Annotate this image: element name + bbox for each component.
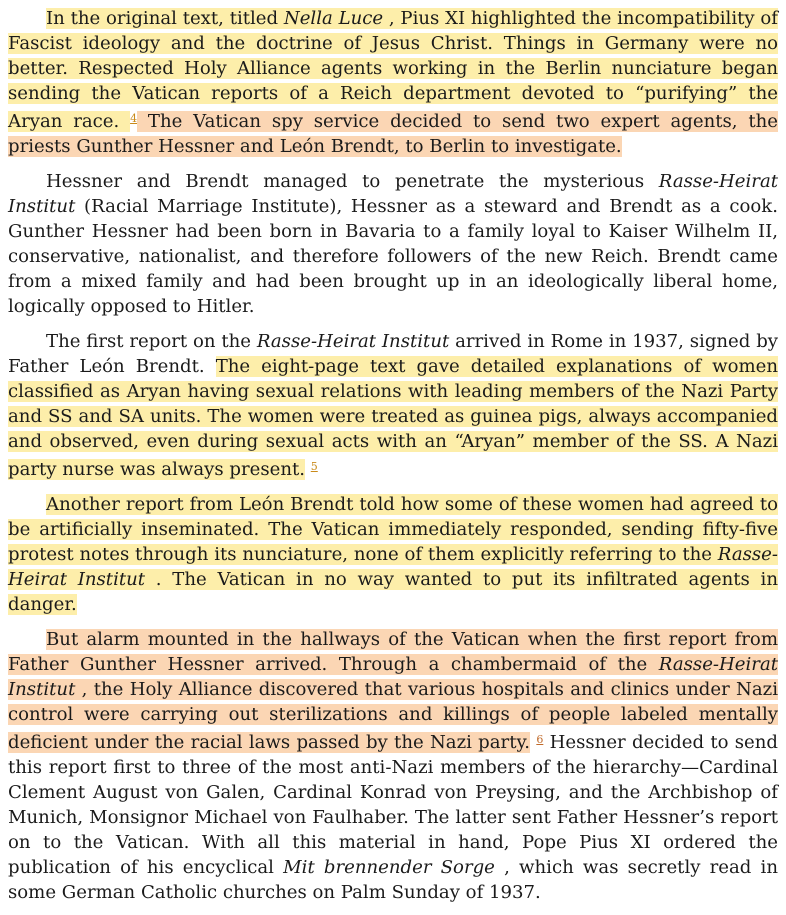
paragraph-3	[8, 329, 778, 482]
italic-institute: Rasse-Heirat Institut	[8, 544, 778, 590]
text-span: (Racial Marriage Institute), Hessner as a steward and Brendt as a cook. Gunther Hessner had been born in Bavaria to a family loyal to Kaiser Wilhelm II, conservative, nationalist, and therefore followers of the new Reich. Brendt came from a mixed family and had been brought up in an ideologically liberal home, logically opposed to Hitler.	[8, 196, 778, 317]
italic-institute: Rasse-Heirat Institut	[8, 171, 778, 217]
paragraph-4	[8, 492, 778, 617]
italic-institute: Rasse-Heirat Institut	[256, 331, 450, 352]
text-span: The eight-page text gave detailed explanations of women classified as Aryan having sexual relations with leading members of the Nazi Party and SS and SA units. The women were treated as guinea pigs, always accompanied and observed, even during sexual acts with an “Aryan” member of the SS. A Nazi party nurse was always present.	[8, 356, 778, 480]
italic-encyclical: Mit brennender Sorge	[283, 857, 495, 878]
text-span: The first report on the	[46, 331, 257, 352]
paragraph-2	[8, 169, 778, 319]
footnote-link-4[interactable]: 4	[130, 112, 138, 125]
italic-institute: Rasse-Heirat Institut	[8, 654, 778, 700]
text-span: But alarm mounted in the hallways of the Vatican when the first report from Father Gunther Hessner arrived. Through a chambermaid of the	[8, 629, 778, 675]
paragraph-1	[8, 6, 778, 159]
text-span: Another report from León Brendt told how some of these women had agreed to be artificially inseminated. The Vatican immediately responded, sending fifty-five protest notes through its nunciature, none of them explicitly referring to the	[8, 494, 778, 565]
highlight-yellow[interactable]	[8, 494, 778, 615]
text-span: , the Holy Alliance discovered that various hospitals and clinics under Nazi control were carrying out sterilizations and killings of people labeled mentally deficient under the racial laws passed by the Nazi party.	[8, 679, 778, 753]
text-span: arrived in Rome in 1937, signed by Father León Brendt.	[8, 331, 778, 377]
footnote-link-6[interactable]: 6	[536, 733, 544, 746]
text-span: The Vatican spy service decided to send two expert agents, the priests Gunther Hessner and León Brendt, to Berlin to investigate.	[8, 111, 778, 157]
footnote-link-5[interactable]: 5	[310, 460, 318, 473]
paragraph-5	[8, 627, 778, 905]
italic-title: Nella Luce	[283, 8, 384, 29]
text-span: . The Vatican in no way wanted to put its infiltrated agents in danger.	[8, 569, 778, 615]
text-span: , Pius XI highlighted the incompatibility of Fascist ideology and the doctrine of Jesus Christ. Things in Germany were no better. Respected Holy Alliance agents working in the Berlin nunciature began sending the Vatican reports of a Reich department devoted to “purifying” the Aryan race.	[8, 8, 779, 132]
text-span: Hessner decided to send this report first to three of the most anti-Nazi members of the hierarchy—Cardinal Clement August von Galen, Cardinal Konrad von Preysing, and the Archbishop of Munich, Monsignor Michael von Faulhaber. The latter sent Father Hessner’s report on to the Vatican. With all this material in hand, Pope Pius XI ordered the publication of his encyclical	[8, 732, 778, 878]
document-page	[8, 6, 778, 915]
text-span: , which was secretly read in some German Catholic churches on Palm Sunday of 1937.	[8, 857, 778, 903]
text-span: Hessner and Brendt managed to penetrate the mysterious	[46, 171, 659, 192]
text-span: In the original text, titled	[46, 8, 284, 29]
